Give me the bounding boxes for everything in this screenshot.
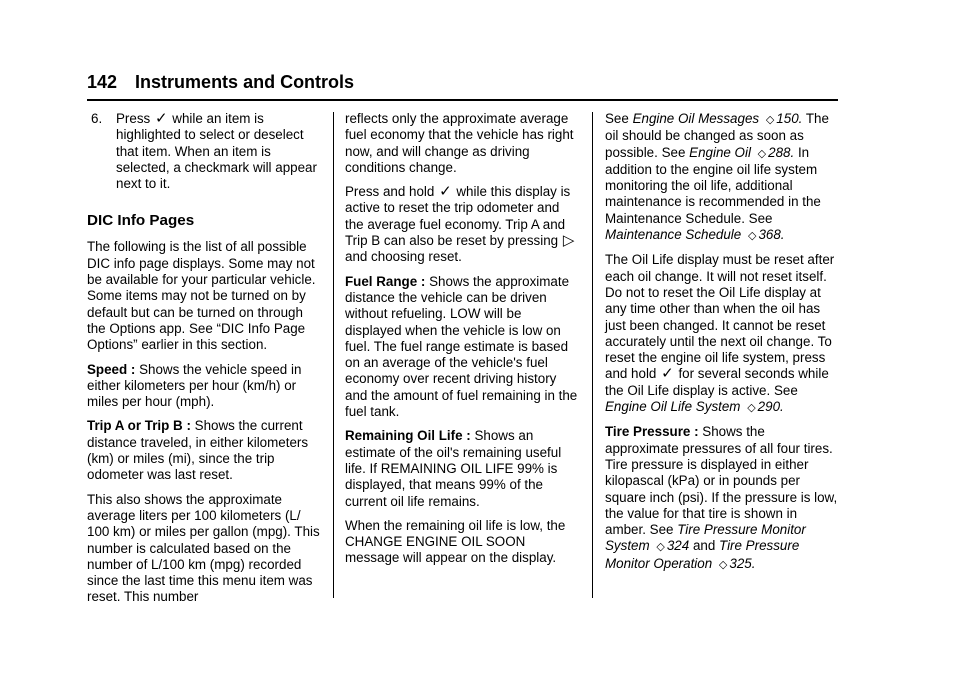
step-6: 6. Press ✓ while an item is highlighted to select or deselect that item. When an item is selected, a checkmark will appear next to it. [87,111,324,200]
page-ref-icon: ◇ [765,114,775,126]
oil-messages-paragraph: See Engine Oil Messages ◇ 150. The oil should be changed as soon as possible. See Engine Oil ◇ 288. In addition to the engine oil life system monitoring the oil life, additional maintenance is recommended in the Maintenance Schedule. See Maintenance Schedule ◇ 368. [605,111,841,244]
page-ref-number[interactable]: 324 [666,538,690,554]
page-ref-icon: ◇ [718,558,728,571]
column-divider [592,112,593,598]
oil-reset-paragraph: The Oil Life display must be reset after each oil change. It will not reset itself. Do not to reset the Oil Life display at any time other than when the oil has just been changed. It cannot be reset accurately until the next oil change. To reset the engine oil life system, press and hold ✓ for several seconds while the Oil Life display is active. See Engine Oil Life System ◇ 290. [605,252,841,416]
page-header [87,72,838,93]
entry-label: Speed : [87,361,136,377]
header-rule [87,99,838,101]
reset-paragraph: Press and hold ✓ while this display is active to reset the trip odometer and the average fuel economy. Trip A and Trip B can also be reset by pressing ▷ and choosing reset. [345,183,575,265]
oil-life-entry: Remaining Oil Life : Shows an estimate of the oil's remaining useful life. If REMAINING OIL LIFE 99% is displayed, that means 99% of the current oil life remains. [345,428,562,509]
page-ref-number[interactable]: 290. [757,399,784,415]
page-ref-icon: ◇ [747,402,756,415]
oil-low-paragraph: When the remaining oil life is low, the CHANGE ENGINE OIL SOON message will appear on the display. [345,517,566,566]
page-ref-number[interactable]: 150. [776,111,803,126]
entry-label: Fuel Range : [345,273,426,289]
right-arrow-icon: ▷ [562,232,575,250]
page-ref-icon: ◇ [757,147,767,160]
page-ref-icon: ◇ [747,230,757,243]
tire-pressure-entry: Tire Pressure : Shows the approximate pressures of all four tires. Tire pressure is displayed in either kilopascal (kPa) or in pounds per square inch (psi). If the pressure is low, the value for that tire is shown in amber. See Tire Pressure Monitor System ◇ 324 and Tire Pressure Monitor Operation ◇ 325. [605,424,841,573]
page-ref-icon: ◇ [656,541,665,554]
entry-label: Remaining Oil Life : [345,428,471,444]
column-2 [345,111,581,575]
intro-paragraph: The following is the list of all possible DIC info page displays. Some may not be available for your particular vehicle. Some items may not be turned on by default but can be turned on through the Options app. See “DIC Info Page Options” earlier in this section. [87,239,316,353]
cross-reference-link[interactable]: Tire Pressure Monitor Operation [605,538,800,571]
cross-reference-link[interactable]: Tire Pressure Monitor System [605,522,806,554]
column-3 [605,111,841,581]
speed-entry: Speed : Shows the vehicle speed in either kilometers per hour (km/h) or miles per hour (mph). [87,361,302,410]
column-1 [87,111,324,614]
cross-reference-link[interactable]: Engine Oil [689,144,751,160]
cross-reference-link[interactable]: Engine Oil Life System [605,399,741,415]
page-ref-number[interactable]: 325. [729,555,756,571]
continued-paragraph: reflects only the approximate average fuel economy that the vehicle has right now, and will change as driving conditions change. [345,111,574,175]
page-number: 142 [87,72,118,92]
entry-label: Trip A or Trip B : [87,418,191,434]
trip-more-paragraph: This also shows the approximate average liters per 100 kilometers (L/ 100 km) or miles per gallon (mpg). This number is calculated based on the number of L/100 km (mpg) recorded since the last time this menu item was reset. This number [87,491,320,605]
column-divider [333,112,334,598]
trip-entry: Trip A or Trip B : Shows the current distance traveled, in either kilometers (km) or miles (mi), since the trip odometer was last reset. [87,418,309,483]
section-heading: DIC Info Pages [87,212,195,230]
fuel-range-entry: Fuel Range : Shows the approximate distance the vehicle can be driven without refueling. LOW will be displayed when the vehicle is low on fuel. The fuel range estimate is based on an average of the vehicle's fuel economy over recent driving history and the amount of fuel remaining in the fuel tank. [345,273,578,420]
checkmark-icon: ✓ [661,365,674,383]
cross-reference-link[interactable]: Engine Oil Messages [632,111,760,126]
step-number: 6. [91,111,103,126]
cross-reference-link[interactable]: Maintenance Schedule [605,227,742,243]
page-ref-number[interactable]: 288. [768,144,795,160]
checkmark-icon: ✓ [439,183,452,201]
page-ref-number[interactable]: 368. [758,227,785,243]
page-title: Instruments and Controls [135,72,355,92]
entry-label: Tire Pressure : [605,424,699,440]
checkmark-icon: ✓ [154,110,168,127]
